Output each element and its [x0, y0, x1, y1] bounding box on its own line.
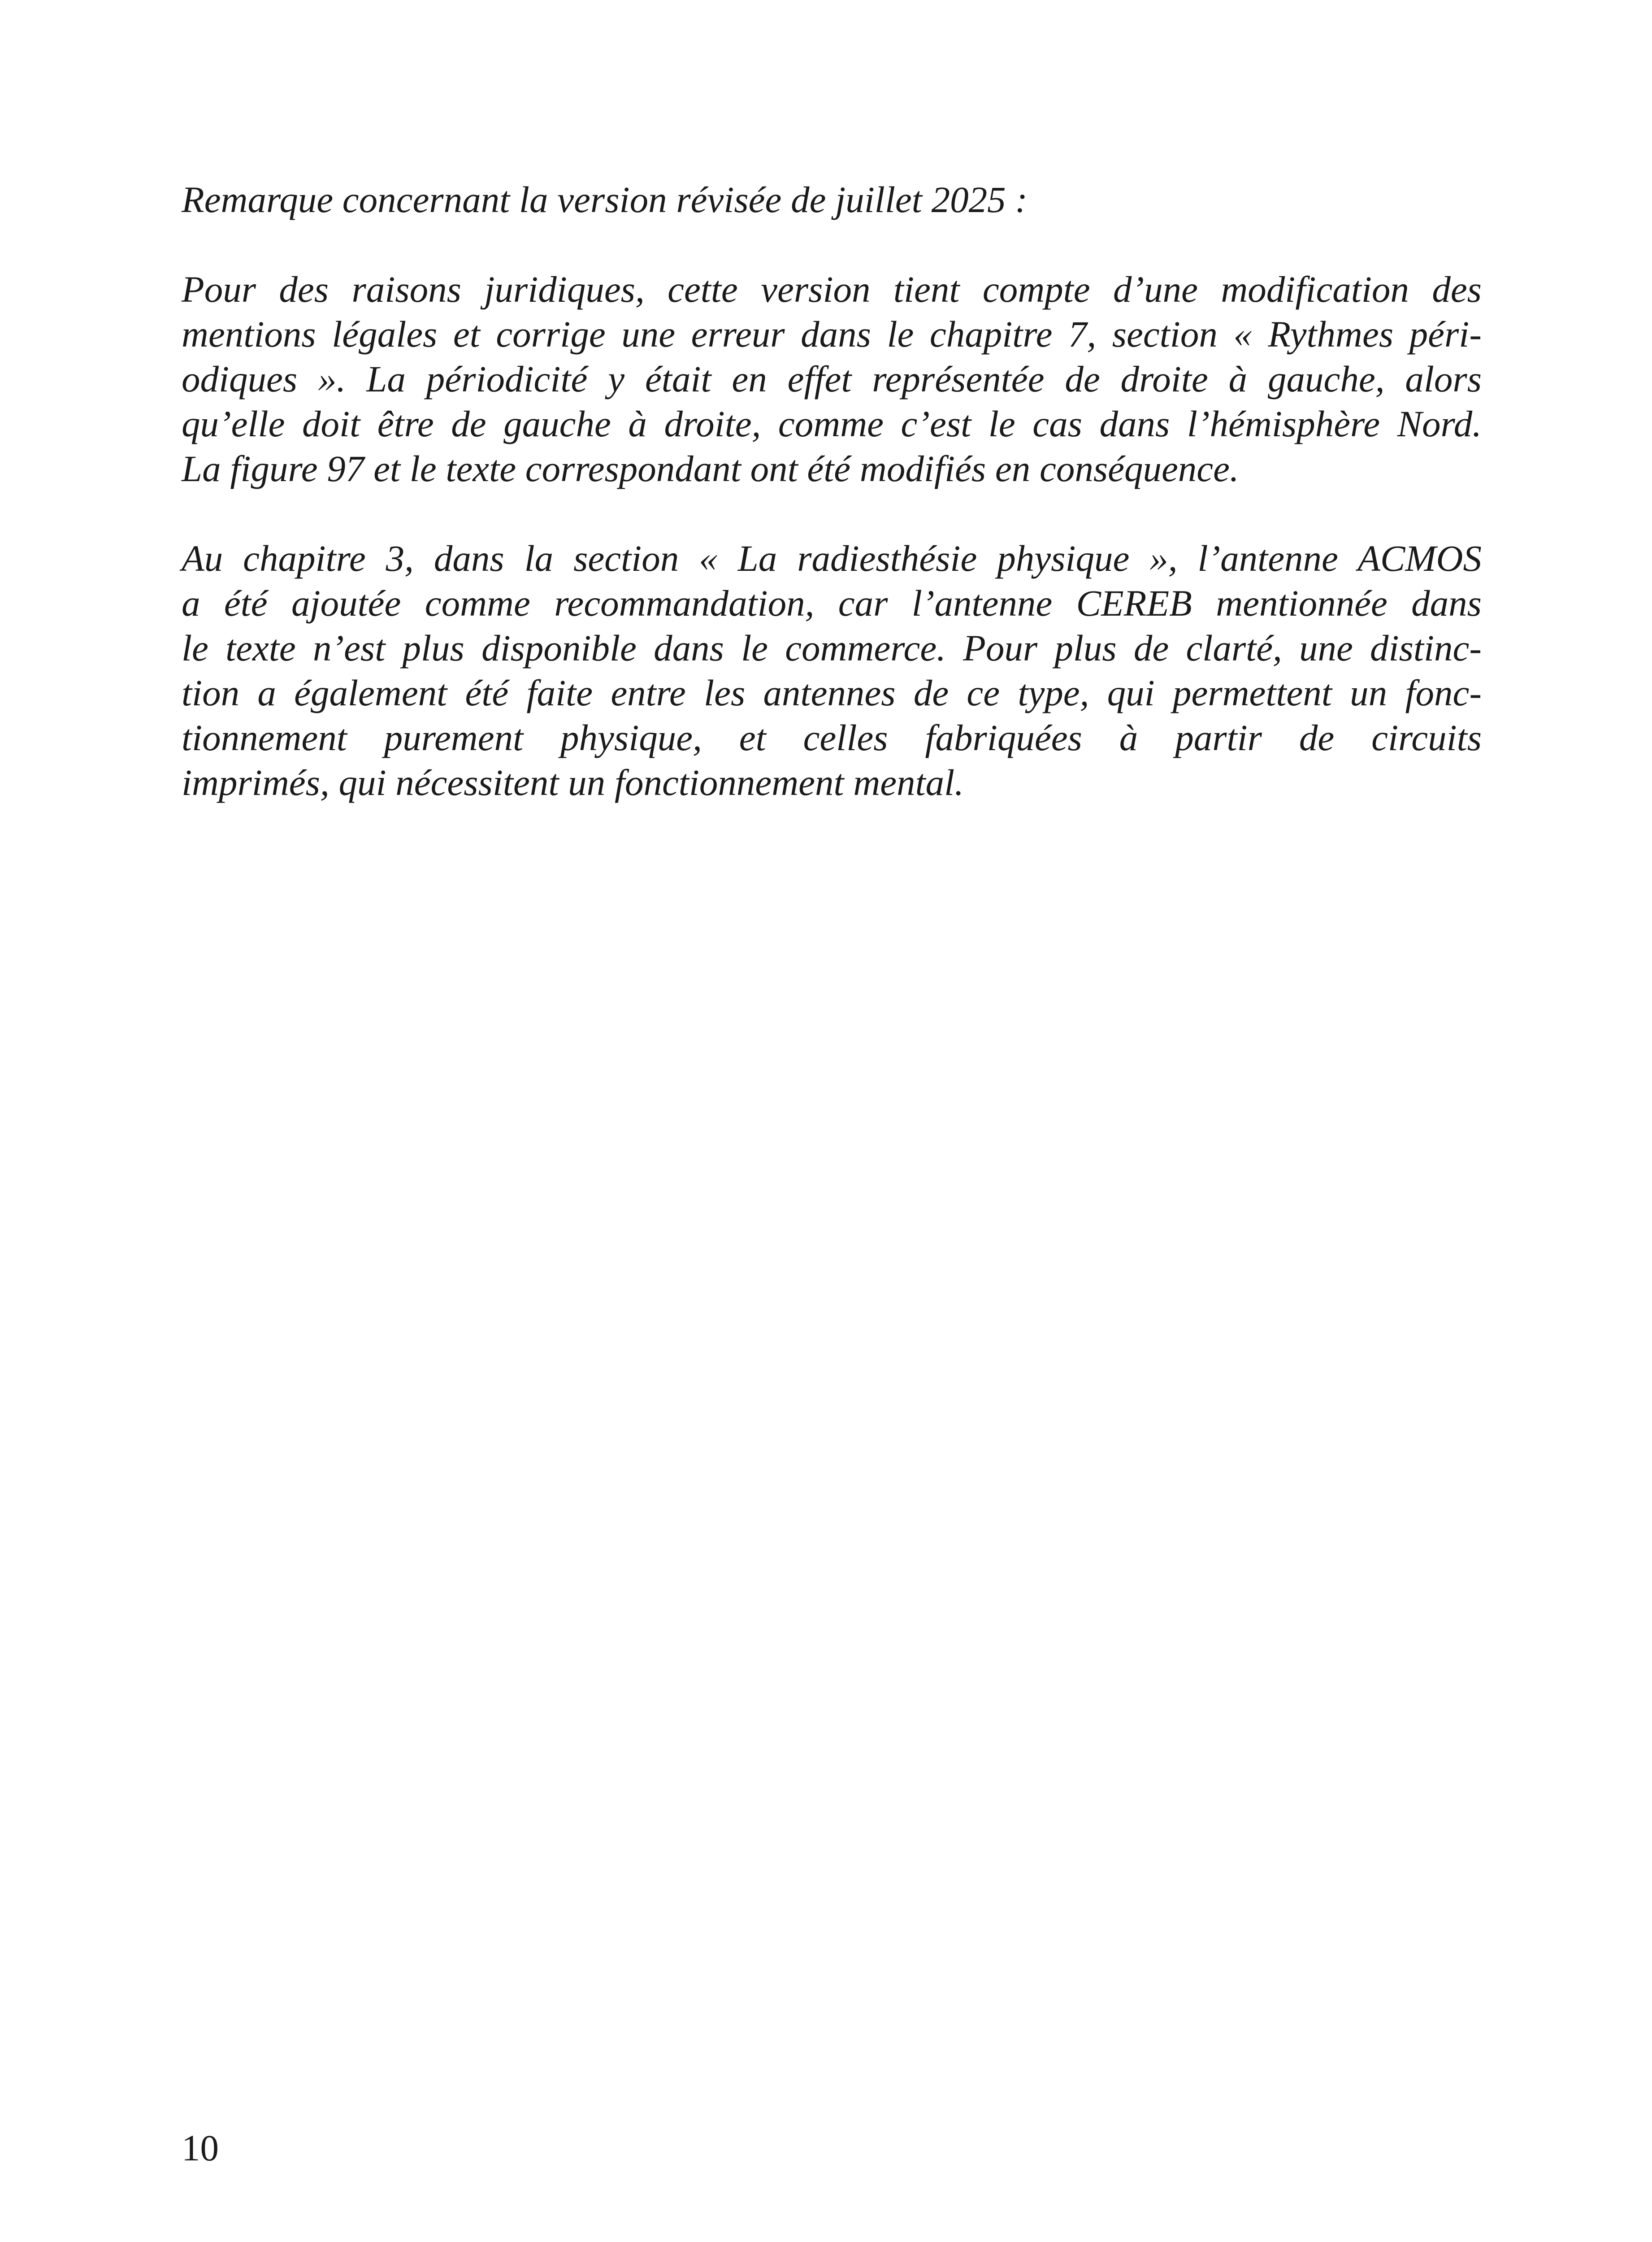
text-line: a été ajoutée comme recommandation, car l’antenne CEREB mentionnée dans	[182, 582, 1482, 624]
revision-note	[182, 177, 1482, 850]
text-line: odiques ». La périodicité y était en effet représentée de droite à gauche, alors	[182, 358, 1482, 400]
text-line: Pour des raisons juridiques, cette version tient compte d’une modification des	[182, 269, 1482, 310]
paragraph-legal-correction	[182, 267, 1482, 491]
text-line: mentions légales et corrige une erreur dans le chapitre 7, section « Rythmes péri-	[182, 313, 1482, 355]
text-line: tionnement purement physique, et celles fabriquées à partir de circuits	[182, 717, 1482, 758]
paragraph-antenna-update	[182, 536, 1482, 805]
text-line: qu’elle doit être de gauche à droite, comme c’est le cas dans l’hémisphère Nord.	[182, 403, 1482, 444]
text-line: La figure 97 et le texte correspondant ont été modifiés en conséquence.	[182, 448, 1239, 489]
text-line: tion a également été faite entre les antennes de ce type, qui permettent un fonc-	[182, 672, 1482, 713]
text-line: le texte n’est plus disponible dans le commerce. Pour plus de clarté, une distinc-	[182, 627, 1482, 669]
page-number: 10	[182, 2127, 219, 2168]
text-line: Au chapitre 3, dans la section « La radiesthésie physique », l’antenne ACMOS	[182, 538, 1482, 579]
text-line: imprimés, qui nécessitent un fonctionnement mental.	[182, 762, 964, 803]
revision-note-heading: Remarque concernant la version révisée de juillet 2025 :	[182, 179, 1028, 220]
